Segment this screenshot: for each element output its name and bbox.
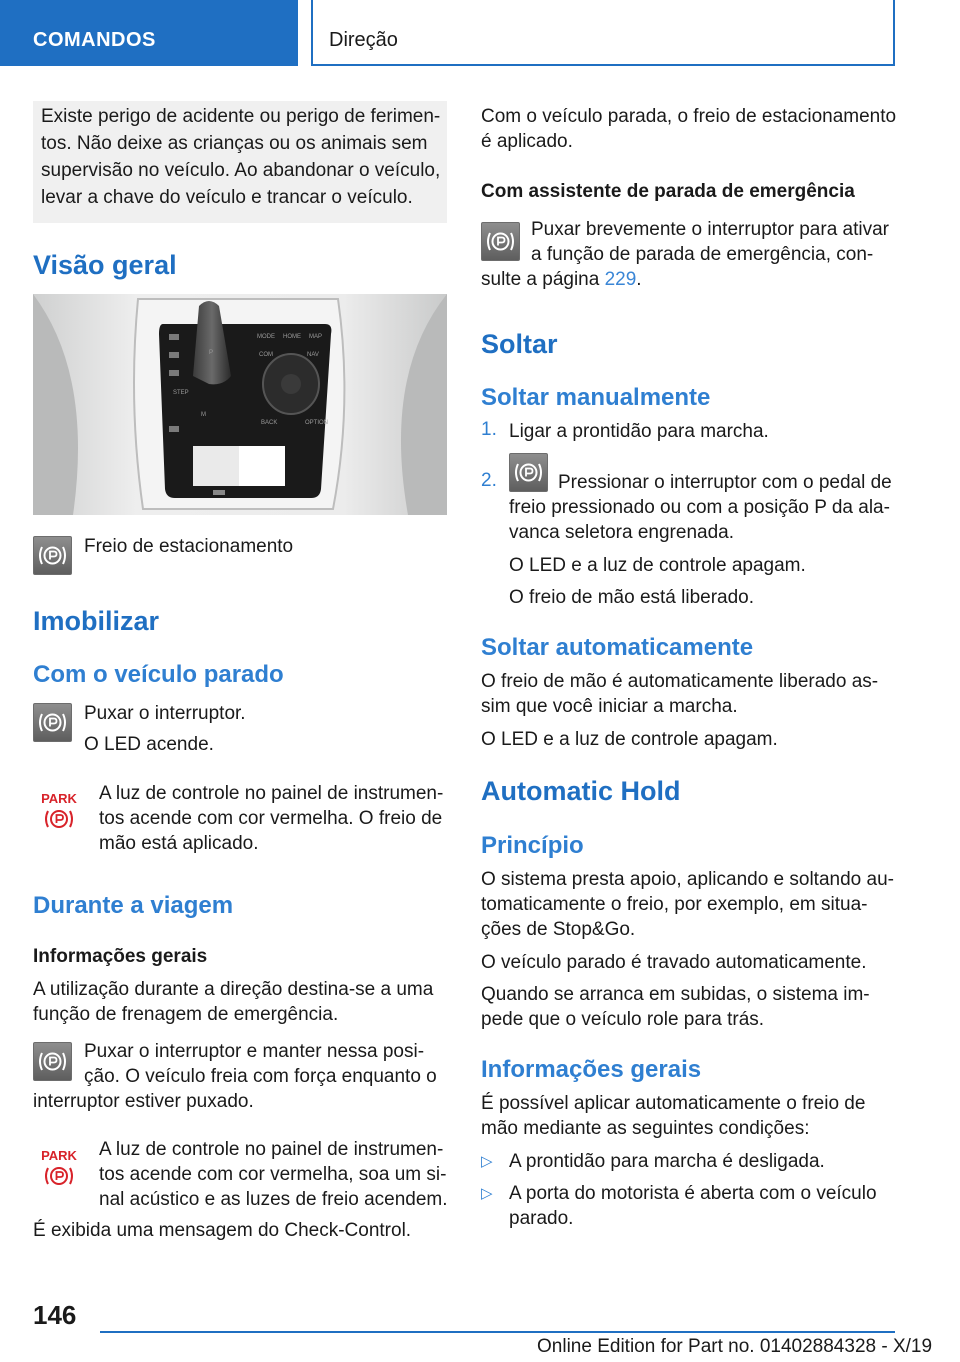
luz2-line: nal acústico e as luzes de freio acendem. xyxy=(99,1189,448,1210)
luz2-line: tos acende com cor vermelha, soa um si- xyxy=(99,1164,447,1185)
bullet-2-line: A porta do motorista é aberta com o veículo xyxy=(509,1183,877,1204)
util-line: função de frenagem de emergência. xyxy=(33,1004,339,1025)
breve-line-3-end: . xyxy=(636,269,642,290)
puxar-manter-line: interruptor estiver puxado. xyxy=(33,1091,254,1112)
page-link-229[interactable]: 229 xyxy=(604,269,637,290)
text-freio-liberado: O freio de mão está liberado. xyxy=(509,587,755,608)
warning-line: supervisão no veículo. Ao abandonar o veículo, xyxy=(41,160,441,181)
photo-label-option: OPTION xyxy=(305,420,329,426)
bullet-1-text: A prontidão para marcha é desligada. xyxy=(509,1151,825,1172)
park-label: PARK xyxy=(41,791,77,806)
step-1-text: Ligar a prontidão para marcha. xyxy=(509,421,769,442)
header-section-tab xyxy=(0,0,298,66)
park-warning-icon xyxy=(38,1146,80,1190)
luz1-line: tos acende com cor vermelha. O freio de xyxy=(99,808,443,829)
photo-label-m: M xyxy=(201,412,206,418)
photo-label-step: STEP xyxy=(173,390,189,396)
footer-edition: Online Edition for Part no. 01402884328 - X/19 xyxy=(537,1336,933,1357)
header-section-label: COMANDOS xyxy=(33,29,156,51)
breve-line-1: Puxar brevemente o interruptor para ativar xyxy=(531,219,890,240)
heading-info-gerais-right: Informações gerais xyxy=(481,1056,702,1083)
luz2-line: A luz de controle no painel de instrumen- xyxy=(99,1139,444,1160)
breve-line-3 xyxy=(481,267,642,293)
heading-soltar-auto: Soltar automaticamente xyxy=(481,634,754,661)
step-2-line: Pressionar o interruptor com o pedal de xyxy=(558,472,892,493)
parking-brake-switch-icon xyxy=(33,703,72,742)
possivel-line: É possível aplicar automaticamente o freio de xyxy=(481,1093,866,1114)
principio-line: O sistema presta apoio, aplicando e soltando au- xyxy=(481,869,894,890)
luz1-line: A luz de controle no painel de instrumen- xyxy=(99,783,444,804)
heading-info-gerais-left: Informações gerais xyxy=(33,946,208,967)
text-led-acende: O LED acende. xyxy=(84,734,214,755)
auto-line: sim que você iniciar a marcha. xyxy=(481,696,738,717)
heading-imobilizar: Imobilizar xyxy=(33,606,160,636)
heading-durante: Durante a viagem xyxy=(33,892,234,919)
principio-line: ções de Stop&Go. xyxy=(481,919,636,940)
header-chapter-label: Direção xyxy=(329,29,398,51)
text-puxar: Puxar o interruptor. xyxy=(84,703,246,724)
heading-principio: Princípio xyxy=(481,832,584,859)
header-chapter-tab xyxy=(311,0,895,66)
step-1-number: 1. xyxy=(481,419,497,440)
photo-label-com: COM xyxy=(259,352,273,358)
puxar-manter-line: ção. O veículo freia com força enquanto o xyxy=(84,1066,437,1087)
text-led-apagam-2: O LED e a luz de controle apagam. xyxy=(481,729,778,750)
photo-label-home: HOME xyxy=(283,334,301,340)
subidas-line: pede que o veículo role para trás. xyxy=(481,1009,765,1030)
photo-label-nav: NAV xyxy=(307,352,319,358)
photo-label-back: BACK xyxy=(261,420,278,426)
parking-brake-switch-icon xyxy=(33,1042,72,1081)
heading-soltar: Soltar xyxy=(481,329,558,359)
photo-label-p: P xyxy=(209,350,214,356)
footer-divider xyxy=(100,1331,895,1333)
heading-com-veiculo: Com o veículo parado xyxy=(33,661,284,688)
heading-assistente: Com assistente de parada de emergência xyxy=(481,181,855,202)
heading-automatic-hold: Automatic Hold xyxy=(481,776,681,806)
photo-label-mode: MODE xyxy=(257,334,275,340)
luz1-line: mão está aplicado. xyxy=(99,833,259,854)
parking-brake-switch-icon xyxy=(509,453,548,492)
text-travado: O veículo parado é travado automaticamente. xyxy=(481,952,867,973)
photo-label-map: MAP xyxy=(309,334,323,340)
breve-line-2: a função de parada de emergência, con- xyxy=(531,244,874,265)
step-2-line: freio pressionado ou com a posição P da ala- xyxy=(509,497,890,518)
parking-brake-switch-icon xyxy=(33,536,72,575)
warning-line: levar a chave do veículo e trancar o veículo. xyxy=(41,187,413,208)
text-check-control: É exibida uma mensagem do Check-Control. xyxy=(33,1220,412,1241)
breve-line-3-text: sulte a página xyxy=(481,269,605,290)
heading-visao-geral: Visão geral xyxy=(33,250,177,280)
principio-line: tomaticamente o freio, por exemplo, em situa- xyxy=(481,894,868,915)
util-line: A utilização durante a direção destina-se a uma xyxy=(33,979,434,1000)
warning-line: Existe perigo de acidente ou perigo de ferimen- xyxy=(41,106,441,127)
parada-line: Com o veículo parada, o freio de estacionamento xyxy=(481,106,897,127)
heading-soltar-manual: Soltar manualmente xyxy=(481,384,711,411)
bullet-triangle-icon: ▷ xyxy=(481,1153,493,1170)
text-led-apagam: O LED e a luz de controle apagam. xyxy=(509,555,806,576)
console-photo xyxy=(33,294,447,515)
bullet-triangle-icon: ▷ xyxy=(481,1185,493,1202)
caption-freio: Freio de estacionamento xyxy=(84,536,294,557)
park-warning-icon xyxy=(38,789,80,833)
subidas-line: Quando se arranca em subidas, o sistema im- xyxy=(481,984,870,1005)
parking-brake-switch-icon xyxy=(481,222,520,261)
step-2-number: 2. xyxy=(481,470,497,491)
park-label: PARK xyxy=(41,1148,77,1163)
parada-line: é aplicado. xyxy=(481,131,573,152)
step-2-line: vanca seletora engrenada. xyxy=(509,522,734,543)
warning-line: tos. Não deixe as crianças ou os animais sem xyxy=(41,133,428,154)
page-number: 146 xyxy=(33,1300,77,1330)
possivel-line: mão mediante as seguintes condições: xyxy=(481,1118,810,1139)
auto-line: O freio de mão é automaticamente liberado as- xyxy=(481,671,879,692)
puxar-manter-line: Puxar o interruptor e manter nessa posi- xyxy=(84,1041,425,1062)
bullet-2-line: parado. xyxy=(509,1208,574,1229)
